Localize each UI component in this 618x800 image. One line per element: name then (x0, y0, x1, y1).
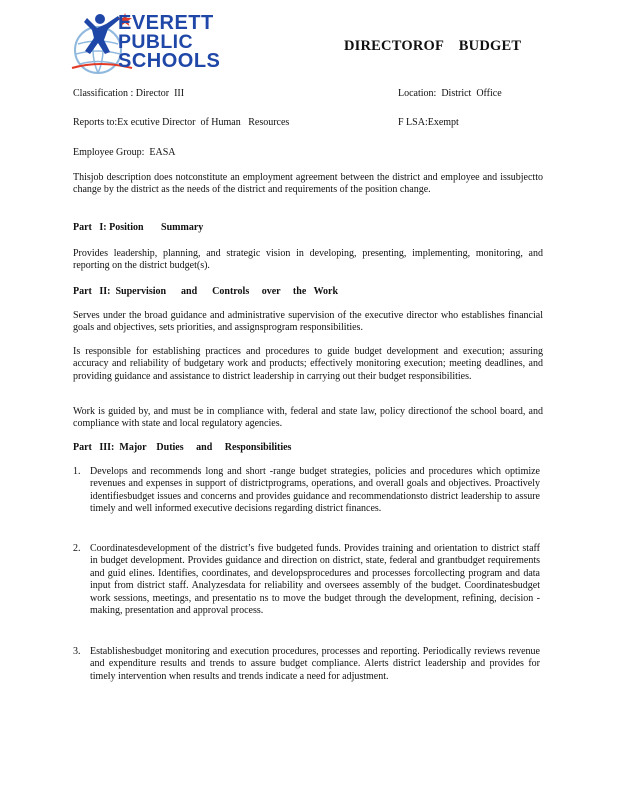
logo-line-everett: EVERETT (118, 12, 214, 34)
part-1-text: Provides leadership, planning, and strategic vision in developing, presenting, implementing, monitoring, and reporting on the district budget(s). (73, 248, 543, 272)
employee-group-field: Employee Group: EASA (73, 147, 176, 158)
logo-line-public: PUBLIC (118, 31, 193, 53)
part-1-heading: Part I: Position Summary (73, 222, 204, 233)
logo-wordmark (118, 14, 220, 71)
duty-number: 1. (73, 466, 81, 477)
duty-text: Develops and recommends long and short -range budget strategies, policies and procedures which optimize revenues and expenses in support of districtprograms, operations, and overall goals and objectives. Proactively identifiesbudget issues and concerns and provides guidance and recommendationsto district leadership to assure timely and well informed executive decisions regarding district finances. (90, 466, 540, 515)
reports-to-field: Reports to:Ex ecutive Director of Human Resources (73, 117, 290, 128)
intro-paragraph: Thisjob description does notconstitute an employment agreement between the district and employee and issubjectto change by the district as the needs of the district and requirements of the position change. (73, 172, 543, 196)
part-2-heading: Part II: Supervision and Controls over the Work (73, 286, 339, 297)
part-2-paragraph: Serves under the broad guidance and administrative supervision of the executive director who establishes financial goals and objectives, sets priorities, and assignsprogram responsibilities. (73, 310, 543, 334)
duty-number: 3. (73, 646, 81, 657)
duty-number: 2. (73, 543, 81, 554)
duty-text: Establishesbudget monitoring and execution procedures, processes and reporting. Periodically reviews revenue and expenditure results and trends to assure budget compliance. Alerts district leadership and provides for timely intervention when results and trends indicate a need for adjustment. (90, 646, 540, 682)
location-field: Location: District Office (398, 88, 502, 99)
duty-text: Coordinatesdevelopment of the district’s five budgeted funds. Provides training and orientation to district staff in budget development. Provides guidance and direction on district, state, federal and grantbudget requirements and guid elines. Identifies, coordinates, and developsprocedures and processes forcollecting program and data input from district staff. Analyzesdata for reliability and oversees assembly of the budget. Coordinatesbudget work sessions, meetings, and presentatio ns to move the budget through the development, refining, decision -making, presentation and approval process. (90, 543, 540, 617)
classification-field: Classification : Director III (73, 88, 185, 99)
part-3-heading: Part III: Major Duties and Responsibilities (73, 442, 292, 453)
part-2-paragraph: Work is guided by, and must be in compliance with, federal and state law, policy directionof the school board, and compliance with state and local regulatory agencies. (73, 406, 543, 430)
logo-line-schools: SCHOOLS (118, 50, 221, 72)
part-2-paragraph: Is responsible for establishing practices and procedures to guide budget development and execution; assuring accuracy and reliability of budgetary work and products; effectively monitoring execution; meeting deadlines, and providing guidance and assistance to district leadership in carrying out their budget responsibilities. (73, 346, 543, 382)
flsa-field: F LSA:Exempt (398, 117, 459, 128)
document-title: DIRECTOROF BUDGET (344, 38, 522, 54)
